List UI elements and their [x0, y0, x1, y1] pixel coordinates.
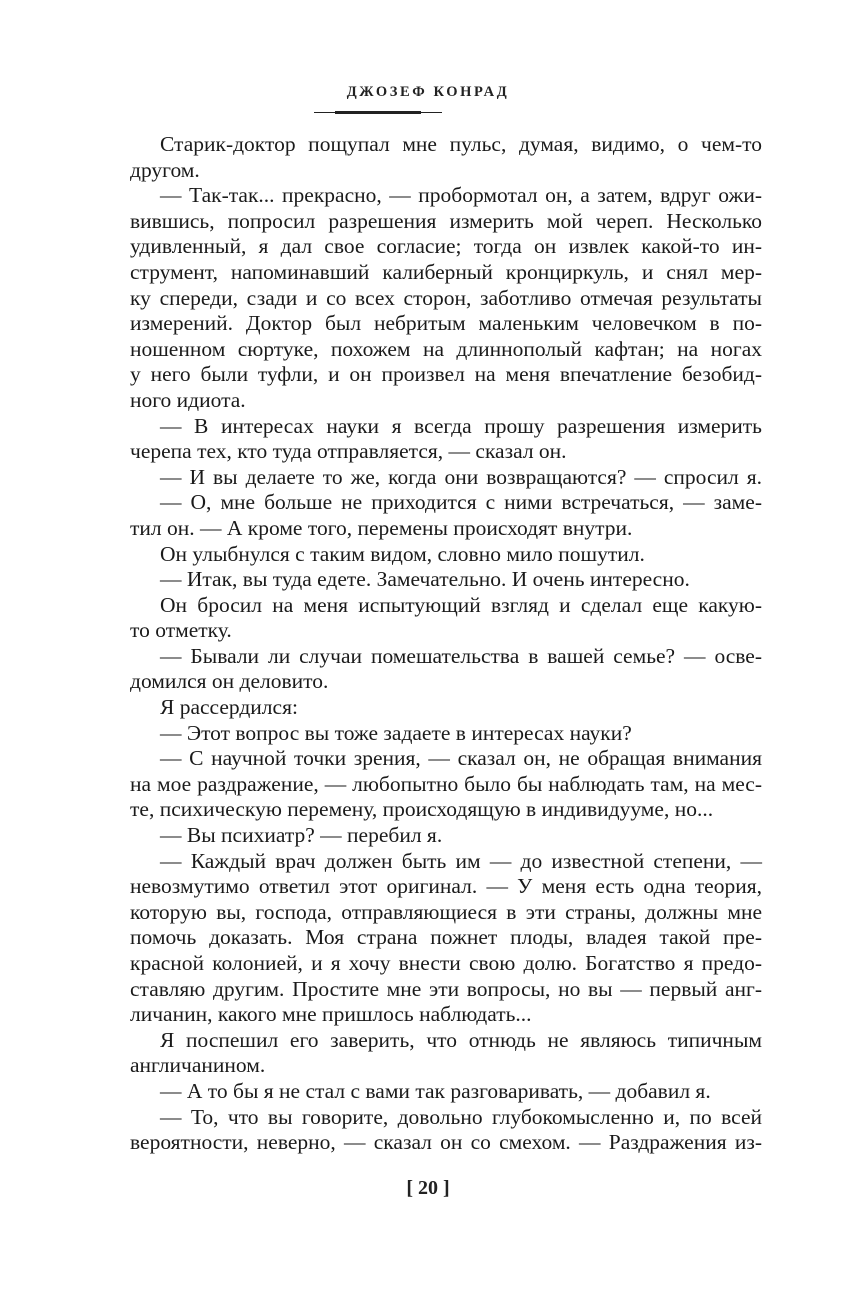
text-line: личанин, какого мне пришлось наблюдать... — [130, 1002, 532, 1027]
text-line: то отметку. — [130, 618, 232, 643]
text-line: Он бросил на меня испытующий взгляд и сделал еще какую- — [160, 592, 762, 617]
text-line: Он улыбнулся с таким видом, словно мило пошутил. — [160, 541, 645, 566]
text-line: — Этот вопрос вы тоже задаете в интересах науки? — [160, 720, 632, 745]
text-line: — А то бы я не стал с вами так разговаривать, — добавил я. — [160, 1078, 711, 1103]
text-line: англичанином. — [130, 1053, 266, 1078]
body-text — [130, 132, 762, 1156]
text-line: — Бывали ли случаи помешательства в вашей семье? — осве- — [160, 643, 762, 668]
text-line: черепа тех, кто туда отправляется, — сказал он. — [130, 439, 567, 464]
text-line: измерений. Доктор был небритым маленьким человечком в по- — [130, 311, 762, 336]
text-line: те, психическую перемену, происходящую в индивидууме, но... — [130, 797, 714, 822]
text-line: тил он. — А кроме того, перемены происходят внутри. — [130, 515, 633, 540]
text-line: — То, что вы говорите, довольно глубокомысленно и, по всей — [160, 1104, 762, 1129]
text-line: вившись, попросил разрешения измерить мой череп. Несколько — [130, 208, 762, 233]
text-line: помочь доказать. Моя страна пожнет плоды, владея такой пре- — [130, 925, 762, 950]
text-line: — Каждый врач должен быть им — до известной степени, — — [160, 848, 762, 873]
text-line: красной колонией, и я хочу внести свою долю. Богатство я предо- — [130, 951, 762, 975]
text-line: струмент, напоминавший калиберный кронциркуль, и снял мер- — [130, 259, 762, 284]
text-line: вероятности, неверно, — сказал он со смехом. — Раздражения из- — [130, 1130, 762, 1155]
text-line: которую вы, господа, отправляющиеся в эти страны, должны мне — [130, 899, 762, 924]
text-line: Я поспешил его заверить, что отнюдь не являюсь типичным — [160, 1027, 762, 1052]
text-line: Старик-доктор пощупал мне пульс, думая, видимо, о чем-то — [160, 132, 762, 156]
text-line: другом. — [130, 157, 200, 182]
text-line: Я рассердился: — [160, 695, 298, 720]
header-rule-accent — [335, 111, 421, 114]
text-line: ку спереди, сзади и со всех сторон, заботливо отмечая результаты — [130, 285, 762, 310]
page-number: [ 20 ] — [406, 1177, 450, 1199]
text-line: домился он деловито. — [130, 669, 329, 694]
text-line: — Так-так... прекрасно, — пробормотал он, а затем, вдруг ожи- — [160, 183, 762, 208]
text-line: — И вы делаете то же, когда они возвращаются? — спросил я. — [160, 464, 762, 489]
text-line: — Вы психиатр? — перебил я. — [160, 823, 443, 848]
text-line: у него были туфли, и он произвел на меня впечатление безобид- — [130, 362, 762, 387]
text-line: ного идиота. — [130, 387, 246, 412]
text-line: — О, мне больше не приходится с ними встречаться, — заме- — [160, 490, 762, 515]
text-line: на мое раздражение, — любопытно было бы наблюдать там, на мес- — [130, 771, 762, 796]
text-line: — В интересах науки я всегда прошу разрешения измерить — [160, 413, 762, 438]
text-line: ношенном сюртуке, похожем на длиннополый кафтан; на ногах — [130, 336, 762, 361]
text-line: ставляю другим. Простите мне эти вопросы, но вы — первый анг- — [130, 976, 762, 1001]
text-line: невозмутимо ответил этот оригинал. — У меня есть одна теория, — [130, 874, 762, 899]
text-line: — Итак, вы туда едете. Замечательно. И очень интересно. — [160, 567, 690, 592]
text-line: — С научной точки зрения, — сказал он, не обращая внимания — [160, 746, 762, 771]
running-head: ДЖОЗЕФ КОНРАД — [346, 84, 510, 100]
text-line: удивленный, я дал свое согласие; тогда он извлек какой-то ин- — [130, 234, 762, 259]
